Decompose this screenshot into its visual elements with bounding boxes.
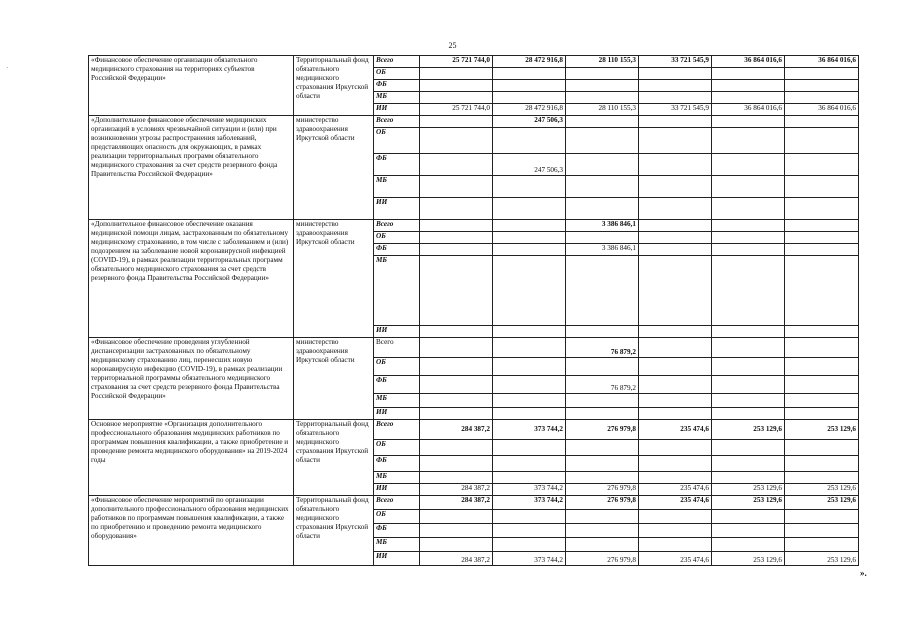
table-row (89, 56, 859, 68)
responsible-executor: Территориальный фонд обязательного медицинского страхования Иркутской области (294, 420, 374, 496)
value-cell: 276 979,8 (566, 484, 639, 496)
source-label: МБ (374, 472, 420, 484)
responsible-executor: Территориальный фонд обязательного медицинского страхования Иркутской области (294, 496, 374, 566)
source-label: ФБ (374, 524, 420, 538)
measure-description: «Дополнительное финансовое обеспечение оказания медицинской помощи лицам, застрахованным по обязательному медицинскому страхованию, в том числе с заболеванием и (или) подозрением на заболевание новой коронавирусной инфекцией (COVID-19), в рамках реализации территориальных программ обязательного медицинского страхования за счет средств резервного фонда Правительства Российской Федерации» (89, 220, 294, 338)
source-label: МБ (374, 394, 420, 408)
source-label: МБ (374, 176, 420, 198)
value-cell: 235 474,6 (639, 552, 712, 566)
value-cell: 276 979,8 (566, 552, 639, 566)
responsible-executor: министерство здравоохранения Иркутской области (294, 338, 374, 420)
responsible-executor: Территориальный фонд обязательного медицинского страхования Иркутской области (294, 56, 374, 116)
value-cell: 373 744,2 (493, 552, 566, 566)
table-row (89, 496, 859, 510)
source-label: ОБ (374, 128, 420, 154)
source-label: ОБ (374, 232, 420, 244)
value-cell: 28 472 916,8 (493, 56, 566, 68)
closing-quote-mark: ». (860, 568, 867, 578)
measure-description: «Финансовое обеспечение мероприятий по организации дополнительного профессионального образования медицинских работников по программам повышения квалификации, а также по приобретению и проведению ремонта медицинского оборудования» (89, 496, 294, 566)
value-cell: 253 129,6 (712, 552, 785, 566)
value-cell: 276 979,8 (566, 420, 639, 440)
value-cell: 373 744,2 (493, 496, 566, 510)
source-label: ИИ (374, 104, 420, 116)
value-cell: 247 506,3 (493, 116, 566, 128)
budget-table (88, 55, 859, 566)
value-cell: 28 472 916,8 (493, 104, 566, 116)
source-label: Всего (374, 220, 420, 232)
source-label: ФБ (374, 80, 420, 92)
source-label: ФБ (374, 376, 420, 394)
value-cell: 235 474,6 (639, 496, 712, 510)
source-label: ОБ (374, 358, 420, 376)
table-row (89, 420, 859, 440)
source-label: МБ (374, 538, 420, 552)
table-row (89, 220, 859, 232)
value-cell: 253 129,6 (712, 484, 785, 496)
source-label: Всего (374, 420, 420, 440)
measure-description: «Финансовое обеспечение проведения углубленной диспансеризации застрахованных по обязательному медицинскому страхованию лиц, перенесших новую коронавирусную инфекцию (COVID-19), в рамках реализации территориальной программы обязательного медицинского страхования за счет средств резервного фонда Правительства Российской Федерации» (89, 338, 294, 420)
source-label: МБ (374, 92, 420, 104)
value-cell: 36 864 016,6 (785, 56, 859, 68)
margin-mark: · (6, 64, 9, 72)
value-cell: 33 721 545,9 (639, 104, 712, 116)
value-cell: 373 744,2 (493, 420, 566, 440)
value-cell: 235 474,6 (639, 420, 712, 440)
value-cell: 284 387,2 (420, 484, 493, 496)
responsible-executor: министерство здравоохранения Иркутской области (294, 116, 374, 220)
source-label: Всего (374, 338, 420, 358)
table-row (89, 116, 859, 128)
source-label: ИИ (374, 198, 420, 220)
value-cell: 253 129,6 (785, 496, 859, 510)
value-cell: 25 721 744,0 (420, 104, 493, 116)
value-cell: 33 721 545,9 (639, 56, 712, 68)
source-label: Всего (374, 116, 420, 128)
value-cell: 253 129,6 (785, 484, 859, 496)
value-cell: 28 110 155,3 (566, 56, 639, 68)
source-label: МБ (374, 256, 420, 326)
value-cell: 76 879,2 (566, 338, 639, 358)
source-label: Всего (374, 496, 420, 510)
source-label: ИИ (374, 326, 420, 338)
value-cell: 3 386 846,1 (566, 220, 639, 232)
value-cell: 76 879,2 (566, 376, 639, 394)
value-cell: 276 979,8 (566, 496, 639, 510)
value-cell: 247 506,3 (493, 154, 566, 176)
measure-description: Основное мероприятие «Организация дополнительного профессионального образования медицинских работников по программам повышения квалификации, а также приобретение и проведение ремонта медицинского оборудования» на 2019-2024 годы (89, 420, 294, 496)
value-cell: 284 387,2 (420, 420, 493, 440)
source-label: ОБ (374, 440, 420, 456)
value-cell: 284 387,2 (420, 552, 493, 566)
value-cell: 253 129,6 (712, 420, 785, 440)
page-number: 25 (448, 41, 457, 50)
value-cell: 25 721 744,0 (420, 56, 493, 68)
value-cell: 253 129,6 (785, 552, 859, 566)
source-label: Всего (374, 56, 420, 68)
source-label: ОБ (374, 68, 420, 80)
value-cell: 3 386 846,1 (566, 244, 639, 256)
source-label: ФБ (374, 154, 420, 176)
source-label: ФБ (374, 244, 420, 256)
measure-description: «Финансовое обеспечение организации обязательного медицинского страхования на территориях субъектов Российской Федерации» (89, 56, 294, 116)
source-label: ИИ (374, 484, 420, 496)
value-cell: 284 387,2 (420, 496, 493, 510)
responsible-executor: министерство здравоохранения Иркутской области (294, 220, 374, 338)
value-cell: 253 129,6 (712, 496, 785, 510)
measure-description: «Дополнительное финансовое обеспечение медицинских организаций в условиях чрезвычайной ситуации и (или) при возникновении угрозы распространения заболеваний, представляющих опасность для окружающих, в рамках реализации территориальных программ обязательного медицинского страхования за счет средств резервного фонда Правительства Российской Федерации» (89, 116, 294, 220)
value-cell: 36 864 016,6 (712, 104, 785, 116)
source-label: ФБ (374, 456, 420, 472)
table-row (89, 338, 859, 358)
value-cell: 36 864 016,6 (785, 104, 859, 116)
source-label: ИИ (374, 552, 420, 566)
value-cell: 373 744,2 (493, 484, 566, 496)
value-cell: 253 129,6 (785, 420, 859, 440)
source-label: ОБ (374, 510, 420, 524)
value-cell: 235 474,6 (639, 484, 712, 496)
value-cell: 28 110 155,3 (566, 104, 639, 116)
value-cell: 36 864 016,6 (712, 56, 785, 68)
source-label: ИИ (374, 408, 420, 420)
